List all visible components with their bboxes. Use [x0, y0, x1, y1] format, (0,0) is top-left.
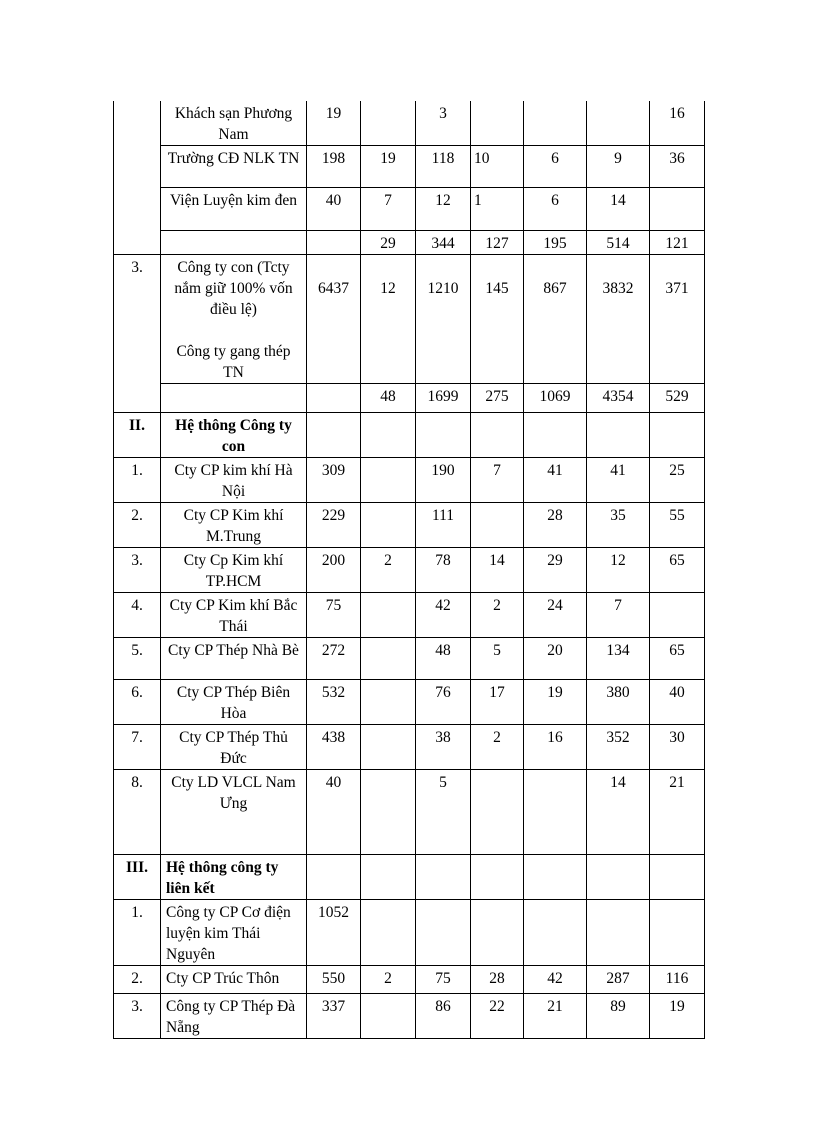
- cell-c6: 134: [587, 638, 650, 680]
- cell-c5: 42: [524, 966, 587, 994]
- cell-c6: 89: [587, 994, 650, 1039]
- cell-c4: 7: [471, 458, 524, 503]
- cell-c7: 21: [650, 770, 705, 855]
- cell-name: Cty CP Thép Nhà Bè: [161, 638, 307, 680]
- cell-c1: 200: [307, 548, 361, 593]
- table-row: [114, 994, 705, 1039]
- cell-c5: 195: [524, 231, 587, 255]
- cell-no: 2.: [114, 503, 161, 548]
- cell-c2: [361, 680, 416, 725]
- cell-c4: 17: [471, 680, 524, 725]
- cell-c5: [524, 770, 587, 855]
- data-table-wrapper: [113, 101, 705, 1039]
- cell-name: Viện Luyện kim đen: [161, 188, 307, 231]
- cell-c3: 48: [416, 638, 471, 680]
- cell-c2: [361, 725, 416, 770]
- table-row: [114, 680, 705, 725]
- cell-c1: [307, 413, 361, 458]
- cell-name: Hệ thông Công ty con: [161, 413, 307, 458]
- cell-c2: [361, 770, 416, 855]
- cell-c4: 145: [471, 255, 524, 384]
- cell-no: [114, 101, 161, 146]
- cell-c2: [361, 458, 416, 503]
- cell-name: Khách sạn Phương Nam: [161, 101, 307, 146]
- cell-c2: 48: [361, 384, 416, 413]
- cell-c4: [471, 413, 524, 458]
- table-row: [114, 593, 705, 638]
- cell-c7: 529: [650, 384, 705, 413]
- cell-c5: 24: [524, 593, 587, 638]
- table-row: [114, 146, 705, 188]
- cell-c7: 65: [650, 638, 705, 680]
- cell-c1: 6437: [307, 255, 361, 384]
- table-row: [114, 725, 705, 770]
- cell-no: III.: [114, 855, 161, 900]
- cell-c5: 21: [524, 994, 587, 1039]
- cell-c2: [361, 593, 416, 638]
- cell-c2: 7: [361, 188, 416, 231]
- cell-c3: 76: [416, 680, 471, 725]
- cell-no: [114, 384, 161, 413]
- table-row: [114, 255, 705, 384]
- table-row: [114, 413, 705, 458]
- cell-c4: 14: [471, 548, 524, 593]
- cell-c6: 380: [587, 680, 650, 725]
- cell-c2: [361, 101, 416, 146]
- cell-c5: [524, 855, 587, 900]
- cell-c7: 16: [650, 101, 705, 146]
- cell-c3: 38: [416, 725, 471, 770]
- cell-c1: 272: [307, 638, 361, 680]
- cell-c7: 25: [650, 458, 705, 503]
- cell-c4: 127: [471, 231, 524, 255]
- cell-c4: [471, 770, 524, 855]
- table-row: [114, 548, 705, 593]
- cell-c3: [416, 855, 471, 900]
- cell-c1: 550: [307, 966, 361, 994]
- cell-c2: [361, 994, 416, 1039]
- cell-c1: 337: [307, 994, 361, 1039]
- cell-c4: 2: [471, 725, 524, 770]
- cell-c5: 28: [524, 503, 587, 548]
- cell-c3: 3: [416, 101, 471, 146]
- cell-no: 6.: [114, 680, 161, 725]
- cell-name: Trường CĐ NLK TN: [161, 146, 307, 188]
- cell-c5: 867: [524, 255, 587, 384]
- cell-c6: 41: [587, 458, 650, 503]
- cell-c4: 22: [471, 994, 524, 1039]
- cell-name: Cty Cp Kim khí TP.HCM: [161, 548, 307, 593]
- cell-no: 5.: [114, 638, 161, 680]
- cell-name: Công ty CP Cơ điện luyện kim Thái Nguyên: [161, 900, 307, 966]
- cell-no: 3.: [114, 548, 161, 593]
- cell-c4: 2: [471, 593, 524, 638]
- cell-c1: 19: [307, 101, 361, 146]
- cell-c4: 28: [471, 966, 524, 994]
- cell-c7: 19: [650, 994, 705, 1039]
- cell-c6: [587, 101, 650, 146]
- cell-c7: [650, 900, 705, 966]
- cell-no: 8.: [114, 770, 161, 855]
- cell-c1: [307, 855, 361, 900]
- cell-c6: 9: [587, 146, 650, 188]
- cell-c4: 1: [471, 188, 524, 231]
- table-row: [114, 101, 705, 146]
- cell-c1: 40: [307, 770, 361, 855]
- cell-c7: 40: [650, 680, 705, 725]
- cell-c3: 75: [416, 966, 471, 994]
- cell-c1: 229: [307, 503, 361, 548]
- cell-c6: 352: [587, 725, 650, 770]
- cell-no: 1.: [114, 900, 161, 966]
- cell-name: Cty CP Kim khí Bắc Thái: [161, 593, 307, 638]
- cell-c7: 36: [650, 146, 705, 188]
- cell-c2: [361, 503, 416, 548]
- cell-c6: 3832: [587, 255, 650, 384]
- cell-c2: [361, 638, 416, 680]
- cell-c6: 514: [587, 231, 650, 255]
- cell-c4: 10: [471, 146, 524, 188]
- table-row: [114, 900, 705, 966]
- table-row: [114, 855, 705, 900]
- cell-c6: 14: [587, 188, 650, 231]
- table-row: [114, 384, 705, 413]
- cell-c1: 1052: [307, 900, 361, 966]
- cell-c7: [650, 593, 705, 638]
- cell-no: 7.: [114, 725, 161, 770]
- cell-c7: [650, 413, 705, 458]
- cell-name: [161, 231, 307, 255]
- cell-c3: 86: [416, 994, 471, 1039]
- cell-c7: [650, 188, 705, 231]
- cell-c7: 371: [650, 255, 705, 384]
- cell-c5: 6: [524, 146, 587, 188]
- cell-c2: 12: [361, 255, 416, 384]
- cell-no: 4.: [114, 593, 161, 638]
- cell-c6: 12: [587, 548, 650, 593]
- cell-c6: 4354: [587, 384, 650, 413]
- cell-name: Hệ thông công ty liên kết: [161, 855, 307, 900]
- cell-c3: 1210: [416, 255, 471, 384]
- cell-c3: [416, 900, 471, 966]
- cell-no: II.: [114, 413, 161, 458]
- cell-c3: 118: [416, 146, 471, 188]
- cell-c4: [471, 855, 524, 900]
- cell-c3: 344: [416, 231, 471, 255]
- table-row: [114, 966, 705, 994]
- cell-c2: 2: [361, 966, 416, 994]
- cell-name: [161, 255, 307, 384]
- cell-name: Cty CP Thép Biên Hòa: [161, 680, 307, 725]
- cell-name: [161, 384, 307, 413]
- cell-c5: 1069: [524, 384, 587, 413]
- table-row: [114, 638, 705, 680]
- cell-c1: [307, 384, 361, 413]
- table-row: [114, 188, 705, 231]
- cell-c4: 275: [471, 384, 524, 413]
- cell-c1: 309: [307, 458, 361, 503]
- cell-c5: 41: [524, 458, 587, 503]
- cell-c5: 19: [524, 680, 587, 725]
- cell-c5: [524, 413, 587, 458]
- cell-c3: 5: [416, 770, 471, 855]
- cell-c5: 16: [524, 725, 587, 770]
- cell-c3: 42: [416, 593, 471, 638]
- cell-no: 1.: [114, 458, 161, 503]
- cell-c6: [587, 413, 650, 458]
- cell-c5: 6: [524, 188, 587, 231]
- cell-c6: 14: [587, 770, 650, 855]
- cell-c2: 2: [361, 548, 416, 593]
- cell-c6: 287: [587, 966, 650, 994]
- cell-c5: [524, 900, 587, 966]
- cell-c5: 20: [524, 638, 587, 680]
- cell-name: Cty CP Thép Thủ Đức: [161, 725, 307, 770]
- cell-c6: 7: [587, 593, 650, 638]
- table-row: [114, 770, 705, 855]
- data-table: [113, 101, 705, 1039]
- cell-c3: 111: [416, 503, 471, 548]
- cell-c6: 35: [587, 503, 650, 548]
- table-row: [114, 503, 705, 548]
- cell-name: Cty LD VLCL Nam Ưng: [161, 770, 307, 855]
- cell-no: [114, 146, 161, 188]
- cell-no: 2.: [114, 966, 161, 994]
- cell-name: Cty CP kim khí Hà Nội: [161, 458, 307, 503]
- cell-c3: 190: [416, 458, 471, 503]
- cell-c1: 198: [307, 146, 361, 188]
- cell-c2: 29: [361, 231, 416, 255]
- cell-c3: 12: [416, 188, 471, 231]
- table-row: [114, 231, 705, 255]
- cell-c1: 438: [307, 725, 361, 770]
- cell-c2: [361, 900, 416, 966]
- cell-c7: 30: [650, 725, 705, 770]
- cell-c1: 40: [307, 188, 361, 231]
- cell-no: [114, 231, 161, 255]
- cell-c4: [471, 101, 524, 146]
- cell-c2: [361, 855, 416, 900]
- cell-name: Cty CP Kim khí M.Trung: [161, 503, 307, 548]
- cell-c7: [650, 855, 705, 900]
- cell-c1: [307, 231, 361, 255]
- cell-c4: [471, 503, 524, 548]
- cell-c3: [416, 413, 471, 458]
- cell-name: Cty CP Trúc Thôn: [161, 966, 307, 994]
- cell-c6: [587, 855, 650, 900]
- cell-c2: 19: [361, 146, 416, 188]
- cell-c4: 5: [471, 638, 524, 680]
- cell-name-line2: Công ty gang thép TN: [176, 343, 291, 381]
- cell-c6: [587, 900, 650, 966]
- cell-c4: [471, 900, 524, 966]
- cell-no: [114, 188, 161, 231]
- cell-c3: 78: [416, 548, 471, 593]
- cell-c1: 532: [307, 680, 361, 725]
- cell-c7: 55: [650, 503, 705, 548]
- cell-c7: 65: [650, 548, 705, 593]
- cell-c1: 75: [307, 593, 361, 638]
- cell-name: Công ty CP Thép Đà Nẵng: [161, 994, 307, 1039]
- cell-c5: 29: [524, 548, 587, 593]
- cell-c3: 1699: [416, 384, 471, 413]
- cell-c7: 121: [650, 231, 705, 255]
- cell-no: 3.: [114, 255, 161, 384]
- table-row: [114, 458, 705, 503]
- cell-no: 3.: [114, 994, 161, 1039]
- cell-name-line1: Công ty con (Tcty nắm giữ 100% vốn điều lệ): [174, 259, 293, 318]
- cell-c2: [361, 413, 416, 458]
- cell-c5: [524, 101, 587, 146]
- cell-c7: 116: [650, 966, 705, 994]
